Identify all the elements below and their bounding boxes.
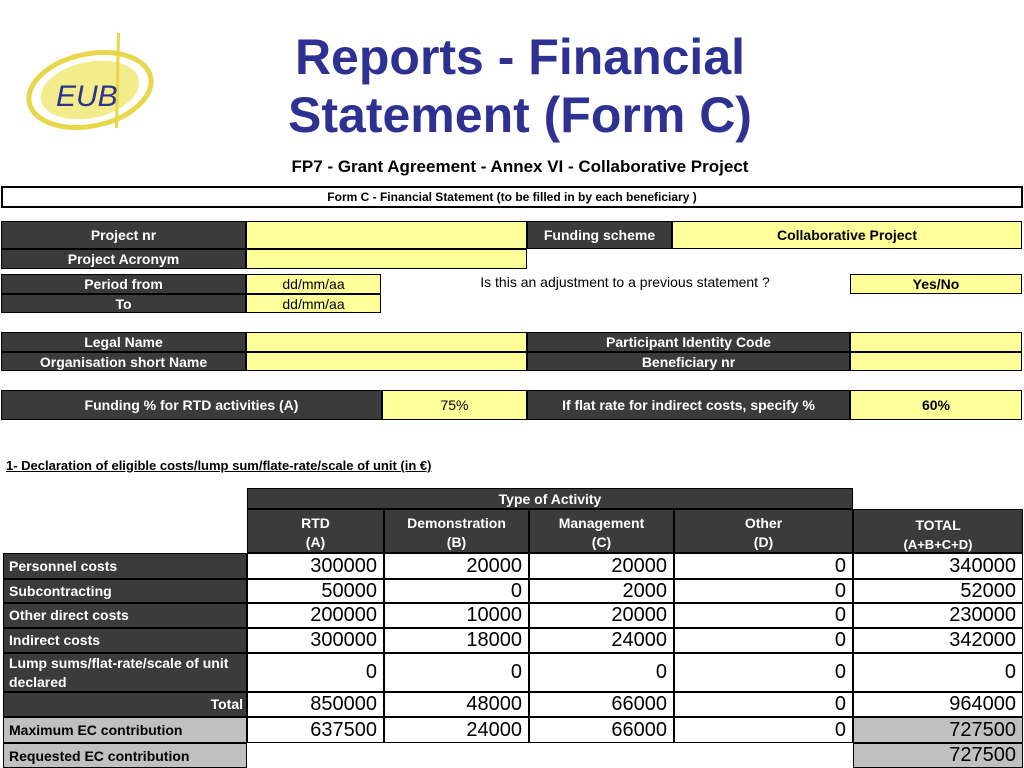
col-header-line2: (A): [305, 534, 326, 550]
table-cell[interactable]: 0: [384, 653, 529, 692]
period-from-label: Period from: [1, 274, 246, 294]
period-to-field[interactable]: dd/mm/aa: [246, 294, 381, 313]
beneficiary-nr-field[interactable]: [850, 352, 1022, 371]
table-cell[interactable]: 850000: [247, 692, 384, 717]
col-header-line1: RTD: [301, 515, 330, 531]
table-cell[interactable]: 24000: [529, 628, 674, 653]
col-header-rtd: [247, 509, 384, 553]
beneficiary-nr-label: Beneficiary nr: [527, 352, 850, 371]
title-line-1: Reports - Financial: [294, 29, 746, 85]
row-label: Other direct costs: [3, 603, 247, 628]
table-cell[interactable]: 24000: [384, 717, 529, 743]
table-cell[interactable]: 20000: [384, 553, 529, 579]
period-to-label: To: [1, 294, 246, 313]
row-label: Subcontracting: [3, 579, 247, 603]
table-cell[interactable]: 0: [674, 603, 853, 628]
col-header-management: [529, 509, 674, 553]
row-label: Total: [3, 692, 247, 717]
col-header-line1: Demonstration: [407, 515, 506, 531]
table-cell[interactable]: 52000: [853, 579, 1023, 603]
col-header-demonstration: [384, 509, 529, 553]
legal-name-field[interactable]: [246, 332, 527, 352]
table-cell[interactable]: 0: [384, 579, 529, 603]
table-cell[interactable]: 66000: [529, 692, 674, 717]
table-cell[interactable]: 0: [674, 717, 853, 743]
table-cell[interactable]: 230000: [853, 603, 1023, 628]
table-cell[interactable]: 0: [674, 553, 853, 579]
table-cell[interactable]: 66000: [529, 717, 674, 743]
table-cell[interactable]: 18000: [384, 628, 529, 653]
row-label: Lump sums/flat-rate/scale of unit declared: [3, 653, 247, 692]
table-cell[interactable]: 0: [674, 628, 853, 653]
col-header-line2: (C): [591, 534, 612, 550]
title-line-2: Statement (Form C): [288, 87, 752, 143]
period-from-field[interactable]: dd/mm/aa: [246, 274, 381, 294]
col-header-total: [853, 509, 1023, 553]
funding-scheme-label: Funding scheme: [527, 221, 672, 249]
col-header-line1: Other: [744, 515, 783, 531]
section-title: 1- Declaration of eligible costs/lump sum/flate-rate/scale of unit (in €): [6, 458, 432, 473]
col-header-line2: (A+B+C+D): [903, 537, 973, 552]
table-cell[interactable]: 0: [247, 653, 384, 692]
funding-pct-field[interactable]: 75%: [382, 390, 527, 420]
org-short-name-label: Organisation short Name: [1, 352, 246, 371]
table-cell[interactable]: 340000: [853, 553, 1023, 579]
org-short-name-field[interactable]: [246, 352, 527, 371]
funding-pct-label: Funding % for RTD activities (A): [1, 390, 382, 420]
flat-rate-label: If flat rate for indirect costs, specify %: [527, 390, 850, 420]
project-nr-label: Project nr: [1, 221, 246, 249]
pic-field[interactable]: [850, 332, 1022, 352]
project-nr-field[interactable]: [246, 221, 527, 249]
col-header-line2: (B): [446, 534, 467, 550]
legal-name-label: Legal Name: [1, 332, 246, 352]
form-c-header: Form C - Financial Statement (to be filled in by each beneficiary ): [1, 186, 1023, 208]
table-cell[interactable]: 20000: [529, 553, 674, 579]
type-of-activity-header: Type of Activity: [247, 488, 853, 509]
funding-scheme-field[interactable]: Collaborative Project: [672, 221, 1022, 249]
table-cell[interactable]: 48000: [384, 692, 529, 717]
col-header-line1: Management: [558, 515, 645, 531]
table-cell[interactable]: 637500: [247, 717, 384, 743]
table-cell[interactable]: 0: [853, 653, 1023, 692]
subtitle: FP7 - Grant Agreement - Annex VI - Collaborative Project: [291, 157, 749, 176]
table-cell[interactable]: 200000: [247, 603, 384, 628]
flat-rate-field[interactable]: 60%: [850, 390, 1022, 420]
table-cell[interactable]: 0: [529, 653, 674, 692]
row-label: Requested EC contribution: [3, 743, 247, 768]
row-label: Indirect costs: [3, 628, 247, 653]
table-cell[interactable]: 0: [674, 653, 853, 692]
page-title: [240, 28, 800, 144]
project-acronym-label: Project Acronym: [1, 249, 246, 269]
table-cell[interactable]: 10000: [384, 603, 529, 628]
col-header-line2: (D): [753, 534, 774, 550]
adjustment-field[interactable]: Yes/No: [850, 274, 1022, 294]
logo-text: EUB: [56, 80, 118, 113]
table-cell[interactable]: 342000: [853, 628, 1023, 653]
table-cell[interactable]: 2000: [529, 579, 674, 603]
col-header-line1: TOTAL: [915, 517, 961, 533]
table-cell[interactable]: 964000: [853, 692, 1023, 717]
pic-label: Participant Identity Code: [527, 332, 850, 352]
adjustment-question: Is this an adjustment to a previous statement ?: [480, 274, 770, 290]
table-cell[interactable]: 727500: [853, 743, 1023, 768]
project-acronym-field[interactable]: [246, 249, 527, 269]
row-label: Personnel costs: [3, 553, 247, 579]
table-cell[interactable]: 20000: [529, 603, 674, 628]
row-label: Maximum EC contribution: [3, 717, 247, 743]
col-header-other: [674, 509, 853, 553]
eub-logo: [22, 28, 162, 138]
table-cell[interactable]: 300000: [247, 628, 384, 653]
table-cell[interactable]: 0: [674, 579, 853, 603]
table-cell[interactable]: 50000: [247, 579, 384, 603]
table-cell[interactable]: 727500: [853, 717, 1023, 743]
table-cell[interactable]: 0: [674, 692, 853, 717]
table-cell[interactable]: 300000: [247, 553, 384, 579]
